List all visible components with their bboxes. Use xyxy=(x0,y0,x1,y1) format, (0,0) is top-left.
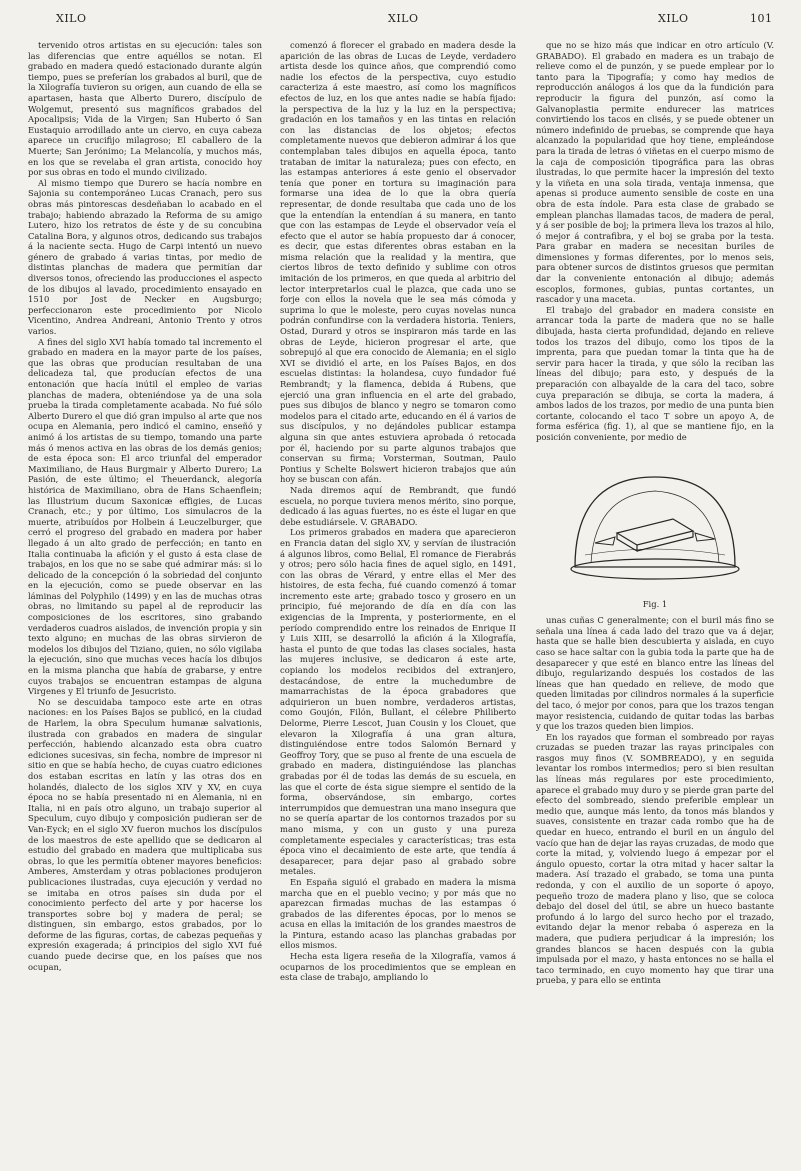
figure-engraving-support xyxy=(536,447,774,610)
page-number: 101 xyxy=(750,12,773,25)
header-left: XILO xyxy=(56,12,87,25)
paragraph: Al mismo tiempo que Durero se hacía nombre en Sajonia su contemporáneo Lucas Cranach, pero sus obras más pintorescas desdeñaban lo acabado en el trabajo; habiendo abrazado la Reforma de su amigo Lutero, hizo los retratos de éste y de su concubina Catalina Bora, y algunos otros, dedicando sus trabajos á la naciente secta. Hugo de Carpi intentó un nuevo género de grabado á varias tintas, por medio de distintas planchas de madera que permitían dar diversos tonos, ofreciendo las producciones el aspecto de los dibujos al lavado, procedimiento ensayado en 1510 por Jost de Necker en Augsburgo; perfeccionaron este procedimiento por Nicolo Vicentino, Andrea Andreani, Antonio Trento y otros varios. xyxy=(28,177,262,337)
wood-block-on-support-illustration xyxy=(555,447,755,597)
paragraph: que no se hizo más que indicar en otro artículo (V. GRABADO). El grabado en madera es un trabajo de relieve como el de punzón, y se puede emplear por lo tanto para la Tipografía; y como hay medios de reproducción análogos á los que da la fundición para reproducir la figura del punzón, así como la Galvanoplastia permite endurecer las matrices convirtiendo los tacos en clisés, y se puede obtener un número indefinido de pruebas, se comprende que haya alcanzado la popularidad que hoy tiene, empleándose para la tirada de letras ó viñetas en el cuerpo mismo de la caja de composición tipográfica para las obras ilustradas, lo que permite hacer la impresión del texto y la viñeta en una sola tirada, ventaja inmensa, que apenas si produce aumento sensible de coste en una obra de esta índole. Para esta clase de grabado se emplean planchas llamadas tacos, de madera de peral, y á ser posible de boj; la primera lleva los trazos al hilo, ó mejor á contrafibra, y el boj se graba por la testa. Para grabar en madera se necesitan buriles de dimensiones y formas diferentes, por lo menos seis, para obtener surcos de distintos gruesos que permitan dar la conveniente entonación al dibujo; además escoplos, formones, gubias, puntas cortantes, un rascador y una maceta. xyxy=(536,40,774,305)
paragraph: tervenido otros artistas en su ejecución: tales son las diferencias que entre aquéllos se notan. El grabado en madera quedó estacionado durante algún tiempo, pues se preferían los grabados al buril, que de la Xilografía tuvieron su origen, aun cuando de ella se apartasen, hasta que Alberto Durero, discípulo de Wolgemut, presentó sus magníficos grabados del Apocalipsis; Vida de la Virgen; San Huberto ó San Eustaquio arrodillado ante un ciervo, en cuya cabeza aparece un crucifijo milagroso; El caballero de la Muerte; San Jerónimo; La Melancolía, y muchos más, en los que se revelaba el gran artista, conocido hoy por sus obras en todo el mundo civilizado. xyxy=(28,40,262,178)
header-right: XILO xyxy=(658,12,689,25)
paragraph: Hecha esta ligera reseña de la Xilografía, vamos á ocuparnos de los procedimientos que se emplean en esta clase de trabajo, ampliando lo xyxy=(280,951,516,983)
paragraph: No se descuidaba tampoco este arte en otras naciones: en los Países Bajos se publicó, en la ciudad de Harlem, la obra Speculum humanæ salvationis, ilustrada con grabados en madera de singular perfección, habiendo alcanzado esta obra cuatro ediciones sucesivas, sin fecha, nombre de impresor ni sitio en que se había hecho, de cuyas cuatro ediciones dos estaban escritas en latín y las otras dos en holandés, dialecto de los siglos XIV y XV, en cuya época no se había presentado ni en Alemania, ni en Italia, ni en país otro alguno, un trabajo superior al Speculum, cuyo dibujo y composición pudieran ser de Van-Eyck; en el siglo XV fueron muchos los discípulos de los maestros de este apellido que se dedicaron al estudio del grabado en madera que multiplicaba sus obras, lo que les permitía obtener mayores beneficios: Amberes, Amsterdam y otras poblaciones produjeron publicaciones ilustradas, cuya ejecución y verdad no se imitaba en otros países sin duda por el conocimiento perfecto del arte y por hacerse los transportes sobre boj y madera de peral; se distinguen, sin embargo, estos grabados, por lo deforme de las figuras, cortas, de cabezas pequeñas y expresión exagerada; á principios del siglo XVI fué cuando puede decirse que, en los países que nos ocupan, xyxy=(28,696,262,972)
text-column-2 xyxy=(280,40,516,1160)
paragraph: unas cuñas C generalmente; con el buril más fino se señala una línea á cada lado del trazo que va á dejar, hasta que se halle bien descubierta y aislada, en cuyo caso se hace saltar con la gubia toda la parte que ha de desaparecer y que esté en blanco entre las líneas del dibujo, regularizando después los costados de las líneas que han quedado en relieve, de modo que queden limitadas por cilindros normales á la superficie del taco, ó mejor por conos, para que los trazos tengan mayor resistencia, cuidando de quitar todas las barbas y que los trazos queden bien limpios. xyxy=(536,615,774,732)
header-center: XILO xyxy=(388,12,419,25)
paragraph: Nada diremos aquí de Rembrandt, que fundó escuela, no porque tuviera menos mérito, sino porque, dedicado á las aguas fuertes, no es éste el lugar en que debe estudiársele. V. GRABADO. xyxy=(280,484,516,527)
text-column-3 xyxy=(536,40,774,1160)
paragraph: El trabajo del grabador en madera consiste en arrancar toda la parte de madera que no se halle dibujada, hasta cierta profundidad, dejando en relieve todos los trazos del dibujo, como los tipos de la imprenta, para que puedan tomar la tinta que ha de servir para hacer la tirada, y que sólo la reciban las líneas del dibujo; para esto, y después de la preparación con albayalde de la cara del taco, sobre cuya preparación se dibuja, se corta la madera, á ambos lados de los trazos, por medio de una punta bien cortante, colocando el taco T sobre un apoyo A, de forma esférica (fig. 1), al que se mantiene fijo, en la posición conveniente, por medio de xyxy=(536,304,774,442)
running-header xyxy=(28,12,783,30)
paragraph: Los primeros grabados en madera que aparecieron en Francia datan del siglo XV, y servían de ilustración á algunos libros, como Belial, El romance de Fierabrás y otros; pero sólo hacia fines de aquel siglo, en 1491, con las obras de Vérard, y entre ellas el Mer des histoires, de esta fecha, fué cuando comenzó á tomar incremento este arte; grabado tosco y grosero en un principio, fué mejorando de día en día con las exigencias de la Imprenta, y posteriormente, en el período comprendido entre los reinados de Enrique II y Luis XIII, se desarrolló la afición á la Xilografía, hasta el punto de que todas las clases sociales, hasta las mujeres inclusive, se dedicaron á este arte, copiando los modelos recibidos del extranjero, destacándose, de entre la muchedumbre de mamarrachistas de la época grabadores que adquirieron un buen nombre, verdaderos artistas, como Goujón, Filón, Bullant, el célebre Philiberto Delorme, Pierre Lescot, Juan Cousin y los Clouet, que elevaron la Xilografía á una gran altura, distinguiéndose entre todos Salomón Bernard y Geoffroy Tory, que se puso al frente de una escuela de grabado en madera, distinguiéndose las planchas grabadas por él de todas las demás de su escuela, en las que el corte de ésta sigue siempre el sentido de la forma, observándose, sin embargo, cortes interrumpidos que demuestran una mano insegura que no se quería apartar de los contornos trazados por su mano misma, y con un gusto y una pureza completamente especiales y características; tras esta época vino el decaimiento de este arte, que tendía á desaparecer, para dejar paso al grabado sobre metales. xyxy=(280,527,516,877)
paragraph: A fines del siglo XVI había tomado tal incremento el grabado en madera en la mayor parte de los países, que las obras que producían resultaban de una delicadeza tal, que producían efectos de una entonación que hacía inútil el empleo de varias planchas de madera, obteniéndose ya de una sola prueba la tirada completamente acabada. No fué sólo Alberto Durero el que dió gran impulso al arte que nos ocupa en Alemania, pero indicó el camino, enseñó y animó á los artistas de su tiempo, tomando una parte más ó menos activa en las obras de los demás genios; de esta época son: El arco triunfal del emperador Maximiliano, de Haus Burgmair y Alberto Durero; La Pasión, de este último; el Theuerdanck, alegoría histórica de Maximiliano, obra de Hans Schaenflein; las Illustrium ducum Saxonicæ effigies, de Lucas Cranach, etc.; y por último, Los simulacros de la muerte, atribuídos por Holbein á Leuczelburger, que cerró el progreso del grabado en madera por haber llegado á un alto grado de perfección; en tanto en Italia continuaba la afición y el gusto á esta clase de trabajos, en los que no se sabe qué admirar más: si lo delicado de la concepción ó la sobriedad del conjunto en la ejecución, como se puede observar en las láminas del Polyphilo (1499) y en las de muchas otras obras, no limitando su papel al de reproducir las composiciones de los escritores, sino grabando verdaderos cuadros aislados, de invención propia y sin texto alguno; en muchas de las obras sirvieron de modelos los dibujos del Tiziano, quien, no sólo vigilaba la ejecución, sino que muchas veces hacía los dibujos en la misma plancha que había de grabarse, y entre cuyos trabajos se encuentran estampas de alguna Virgenes y El triunfo de Jesucristo. xyxy=(28,336,262,697)
text-column-1 xyxy=(28,40,262,1160)
paragraph: En España siguió el grabado en madera la misma marcha que en el pueblo vecino; y por más que no aparezcan firmadas muchas de las estampas ó grabados de las diferentes épocas, por lo menos se acusa en ellas la imitación de los grandes maestros de la Pintura, estando acaso las planchas grabadas por ellos mismos. xyxy=(280,876,516,951)
figure-caption: Fig. 1 xyxy=(642,598,668,609)
paragraph: En los rayados que forman el sombreado por rayas cruzadas se pueden trazar las rayas principales con rasgos muy finos (V. SOMBREADO), y en seguida levantar los rombos intermedios; pero si bien resultan las líneas más regulares por este procedimiento, aparece el grabado muy duro y se pierde gran parte del efecto del sombreado, siendo preferible emplear un medio que, aunque más lento, da tonos más blandos y suaves, consistente en trazar cada rombo que ha de quedar en hueco, entrando el buril en un ángulo del vacío que han de dejar las rayas cruzadas, de modo que corte la mitad, y, volviendo luego á empezar por el ángulo opuesto, cortar la otra mitad y hacer saltar la madera. Así trazado el grabado, se toma una punta redonda, y con el auxilio de un soporte ó apoyo, pequeño trozo de madera plano y liso, que se coloca debajo del dosel del útil, se abre un hueco bastante profundo á lo largo del surco hecho por el trazado, evitando dejar la menor rebaba ó aspereza en la madera, que pudiera perjudicar á la impresión; los grandes blancos se hacen después con la gubia impulsada por el mazo, y hasta entonces no se halla el taco terminado, en cuyo momento hay que tirar una prueba, y para ello se entinta xyxy=(536,731,774,986)
paragraph: comenzó á florecer el grabado en madera desde la aparición de las obras de Lucas de Leyde, verdadero artista desde los quince años, que comprendió como nadie los efectos de la perspectiva, cuyo estudio caracteriza á este maestro, así como los magníficos efectos de luz, en los que antes nadie se había fijado: la perspectiva de la luz y la luz en la perspectiva; gradación en los tamaños y en las tintas en relación con las distancias de los objetos; efectos completamente nuevos que debieron admirar á los que contemplaban tales dibujos en aquella época, tanto trataban de imitar la naturaleza; pues con efecto, en las estampas anteriores á este genio el observador tenía que poner en tortura su imaginación para formarse una idea de lo que la obra quería representar, de donde resultaba que cada uno de los que la entendían la entendían á su manera, en tanto que con las estampas de Leyde el observador veía el efecto que el autor se había propuesto dar á conocer, es decir, que estas diferentes obras estaban en la misma relación que la realidad y la mentira, que ciertos libros de texto definido y sublime con otros imitación de los primeros, en que queda al arbitrio del lector interpretarlos cual le plazca, que cada uno se forje con ellos la novela que le sea más cómoda y suprima lo que le moleste, pero cuyas novelas nunca podrán confundirse con la verdadera historia. Teniers, Ostad, Durard y otros se inspiraron más tarde en las obras de Leyde, hicieron progresar el arte, que sobrepujó al que era conocido de Alemania; en el siglo XVI se dividió el arte, en los Países Bajos, en dos escuelas distintas: la holandesa, cuyo fundador fué Rembrandt; y la flamenca, debida á Rubens, que ejerció una gran influencia en el arte del grabado, pues sus dibujos de blanco y negro se tomaron como modelos para el citado arte, educando en él á varios de sus discípulos, y no dejándoles publicar estampa alguna sin que antes estuviera aprobada ó retocada por él, haciendo por su parte algunos trabajos que conservan su firma; Vorsterman, Soutman, Paulo Pontius y Schelte Bolswert hicieron trabajos que aún hoy se buscan con afán. xyxy=(280,40,516,485)
